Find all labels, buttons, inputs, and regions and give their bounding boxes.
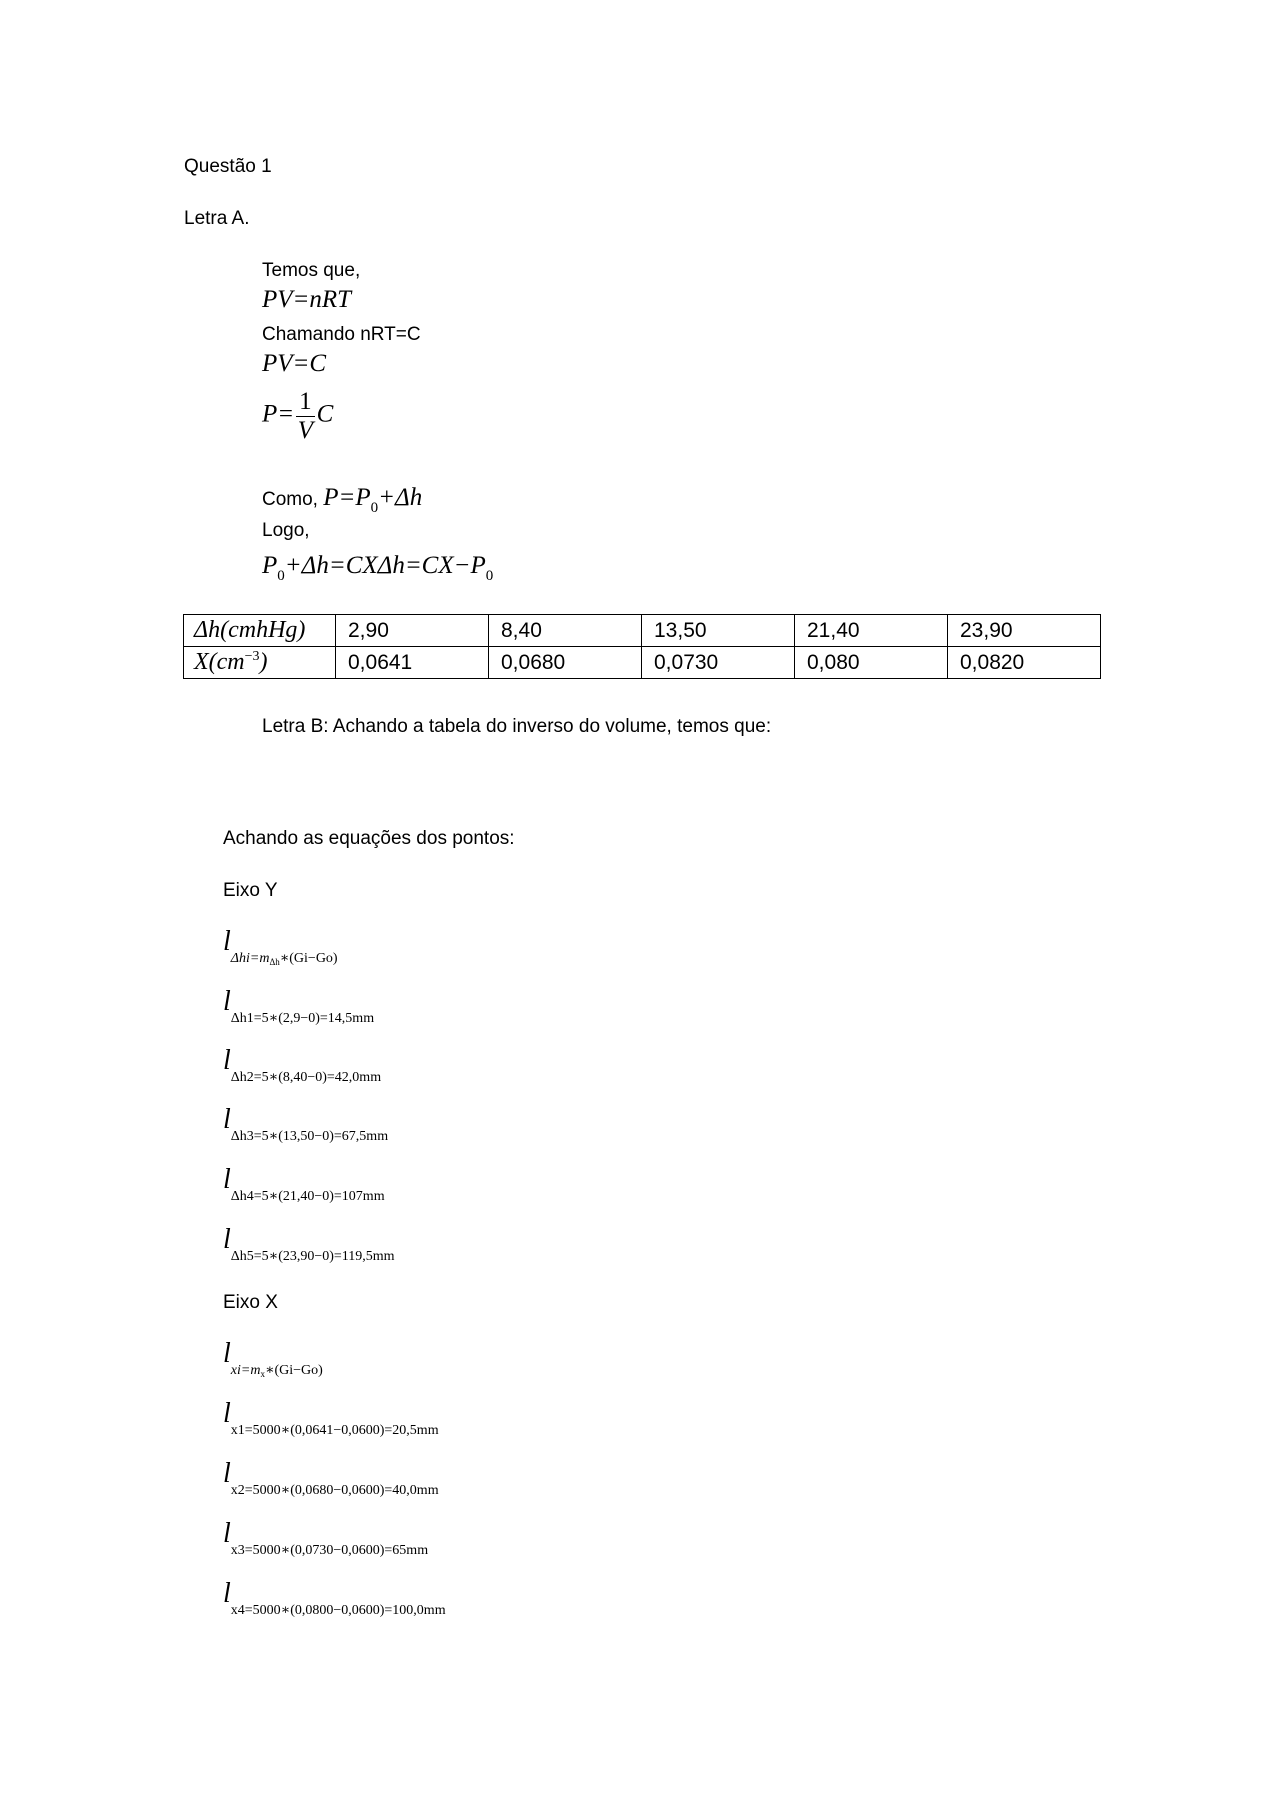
axis-y-equation-subscript: Δh5=5∗(23,90−0)=119,5mm xyxy=(230,1249,395,1264)
axis-y-equation-subscript: Δh4=5∗(21,40−0)=107mm xyxy=(230,1189,385,1204)
axis-x-label: Eixo X xyxy=(223,1292,278,1313)
eq3-rhs: C xyxy=(316,400,334,428)
axis-x-equation-subscript: x2=5000∗(0,0680−0,0600)=40,0mm xyxy=(230,1483,439,1498)
equation-p-delta-h xyxy=(323,484,423,516)
table-row xyxy=(184,615,1101,647)
axis-x-general-sub-index: x xyxy=(260,1369,265,1379)
eq4-part-a: P=P xyxy=(323,484,371,511)
eq3-lhs: P= xyxy=(262,400,295,428)
axis-y-general-sub-text: Δhi=m xyxy=(230,951,270,966)
table-row xyxy=(184,647,1101,679)
symbol-l: l xyxy=(223,1224,231,1255)
symbol-l: l xyxy=(223,1164,231,1195)
symbol-l: l xyxy=(223,1045,231,1076)
symbol-l: l xyxy=(223,1518,231,1549)
question-title: Questão 1 xyxy=(184,156,272,177)
logo-text: Logo, xyxy=(262,520,310,541)
table-cell: 0,0820 xyxy=(948,647,1101,679)
table-cell: 13,50 xyxy=(642,615,795,647)
axis-x-equation xyxy=(223,1518,429,1558)
axis-x-general-subscript xyxy=(231,1363,323,1378)
table-cell: 8,40 xyxy=(489,615,642,647)
eq5-part-a: P xyxy=(262,552,278,579)
symbol-l: l xyxy=(223,1104,231,1135)
row-header-x-close: ) xyxy=(259,649,268,675)
table-cell: 0,0730 xyxy=(642,647,795,679)
table-cell: 0,080 xyxy=(795,647,948,679)
axis-x-equation-subscript: x4=5000∗(0,0800−0,0600)=100,0mm xyxy=(230,1603,446,1618)
axis-y-equation-subscript: Δh1=5∗(2,9−0)=14,5mm xyxy=(230,1011,375,1026)
axis-y-general-rest: ∗(Gi−Go) xyxy=(279,951,338,966)
axis-y-label: Eixo Y xyxy=(223,880,278,901)
table-cell: 0,0680 xyxy=(489,647,642,679)
axis-x-general-equation xyxy=(223,1338,323,1379)
row-header-delta-h: Δh(cmhHg) xyxy=(184,615,336,647)
row-header-x-base: X(cm xyxy=(194,649,245,675)
symbol-l: l xyxy=(223,1578,231,1609)
axis-x-equation xyxy=(223,1398,439,1438)
fraction-numerator: 1 xyxy=(296,388,315,417)
points-heading: Achando as equações dos pontos: xyxy=(223,828,515,849)
table-cell: 23,90 xyxy=(948,615,1101,647)
table-cell: 21,40 xyxy=(795,615,948,647)
table-cell: 0,0641 xyxy=(336,647,489,679)
symbol-l: l xyxy=(223,926,231,957)
axis-y-general-sub-index: Δh xyxy=(269,957,280,967)
equation-pv-c: PV=C xyxy=(262,350,327,377)
symbol-l: l xyxy=(223,1338,231,1369)
eq5-subscript-1: 0 xyxy=(277,568,285,584)
axis-x-equation-subscript: x1=5000∗(0,0641−0,0600)=20,5mm xyxy=(230,1423,439,1438)
equation-ideal-gas: PV=nRT xyxy=(262,286,352,313)
symbol-l: l xyxy=(223,1398,231,1429)
axis-x-general-sub-text: xi=m xyxy=(230,1363,261,1378)
como-label: Como, xyxy=(262,489,318,510)
data-table xyxy=(183,614,1101,679)
naming-text: Chamando nRT=C xyxy=(262,324,421,345)
intro-text: Temos que, xyxy=(262,260,361,281)
symbol-l: l xyxy=(223,1458,231,1489)
fraction-denominator: V xyxy=(297,416,314,444)
part-b-text: Letra B: Achando a tabela do inverso do volume, temos que: xyxy=(262,716,772,737)
table-cell: 2,90 xyxy=(336,615,489,647)
axis-x-equation-subscript: x3=5000∗(0,0730−0,0600)=65mm xyxy=(230,1543,429,1558)
eq4-subscript: 0 xyxy=(370,500,379,516)
axis-y-equation-subscript: Δh3=5∗(13,50−0)=67,5mm xyxy=(230,1129,389,1144)
eq4-part-b: +Δh xyxy=(378,484,423,511)
equation-p-fraction xyxy=(262,388,333,444)
axis-y-equation-subscript: Δh2=5∗(8,40−0)=42,0mm xyxy=(230,1070,382,1085)
equation-pressure-line xyxy=(262,484,423,516)
axis-x-equation xyxy=(223,1578,446,1618)
row-header-x xyxy=(184,647,336,679)
eq5-part-b: +Δh=CXΔh=CX−P xyxy=(284,552,486,579)
part-a-label: Letra A. xyxy=(184,208,250,229)
row-header-x-exponent: −3 xyxy=(244,649,260,664)
equation-final xyxy=(262,552,494,584)
axis-x-equation xyxy=(223,1458,439,1498)
axis-y-general-subscript xyxy=(231,951,338,966)
symbol-l: l xyxy=(223,986,231,1017)
fraction xyxy=(296,388,315,444)
axis-x-general-rest: ∗(Gi−Go) xyxy=(264,1363,323,1378)
eq5-subscript-2: 0 xyxy=(485,568,494,584)
